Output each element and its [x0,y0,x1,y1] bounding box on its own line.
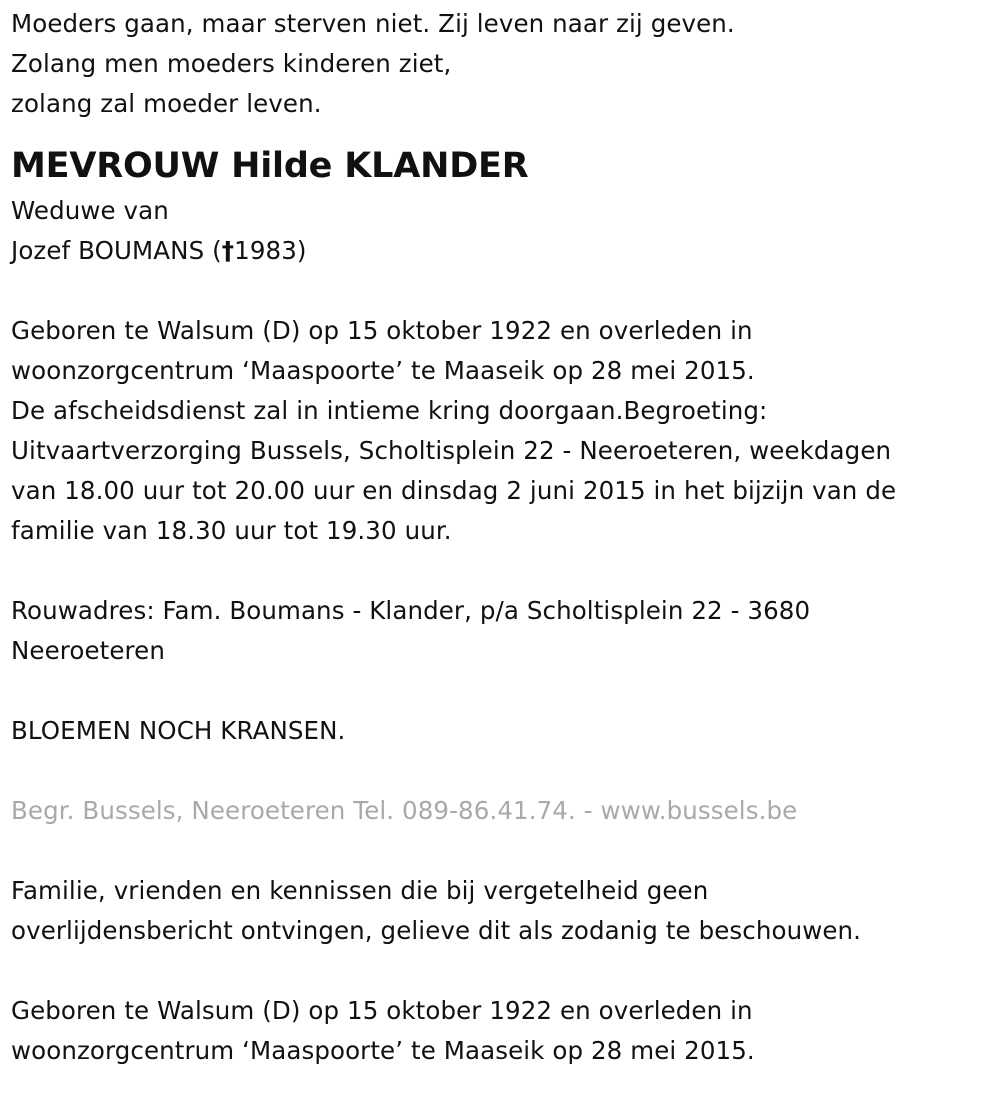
spouse-name [11,231,986,271]
deceased-name: MEVROUW Hilde KLANDER [11,146,529,186]
notice-line: overlijdensbericht ontvingen, gelieve dit als zodanig te beschouwen. [11,916,862,945]
poem-line: Zolang men moeders kinderen ziet, [11,49,452,78]
details-line: familie van 18.30 uur tot 19.30 uur. [11,516,452,545]
spacer [11,751,986,791]
details-line: De afscheidsdienst zal in intieme kring doorgaan.Begroeting: [11,396,768,425]
poem-line: Moeders gaan, maar sterven niet. Zij leven naar zij geven. [11,9,735,38]
repeat-details-line: Geboren te Walsum (D) op 15 oktober 1922 en overleden in [11,996,753,1025]
spacer [11,551,986,591]
repeat-details-paragraph [11,991,986,1071]
cross-icon: † [221,236,235,265]
details-line: Geboren te Walsum (D) op 15 oktober 1922 en overleden in [11,316,753,345]
details-line: van 18.00 uur tot 20.00 uur en dinsdag 2 juni 2015 in het bijzijn van de [11,476,897,505]
address-line: Rouwadres: Fam. Boumans - Klander, p/a Scholtisplein 22 - 3680 [11,596,811,625]
funeral-home-contact: Begr. Bussels, Neeroeteren Tel. 089-86.41.74. - www.bussels.be [11,796,798,825]
spouse-relation: Weduwe van [11,196,169,225]
poem-line: zolang zal moeder leven. [11,89,322,118]
spacer [11,671,986,711]
family-notice [11,871,986,951]
details-line: Uitvaartverzorging Bussels, Scholtisplein 22 - Neeroeteren, weekdagen [11,436,892,465]
details-line: woonzorgcentrum ‘Maaspoorte’ te Maaseik op 28 mei 2015. [11,356,755,385]
spacer [11,831,986,871]
address-line: Neeroeteren [11,636,165,665]
spacer [11,271,986,311]
details-paragraph [11,311,986,551]
mourning-address [11,591,986,671]
repeat-details-line: woonzorgcentrum ‘Maaspoorte’ te Maaseik op 28 mei 2015. [11,1036,755,1065]
spouse-name-suffix: 1983) [234,236,307,265]
poem [11,4,986,124]
spouse-name-prefix: Jozef BOUMANS ( [11,236,222,265]
flowers-notice: BLOEMEN NOCH KRANSEN. [11,716,346,745]
obituary-document [11,4,986,1071]
spacer [11,951,986,991]
notice-line: Familie, vrienden en kennissen die bij vergetelheid geen [11,876,709,905]
spouse-info [11,191,986,271]
